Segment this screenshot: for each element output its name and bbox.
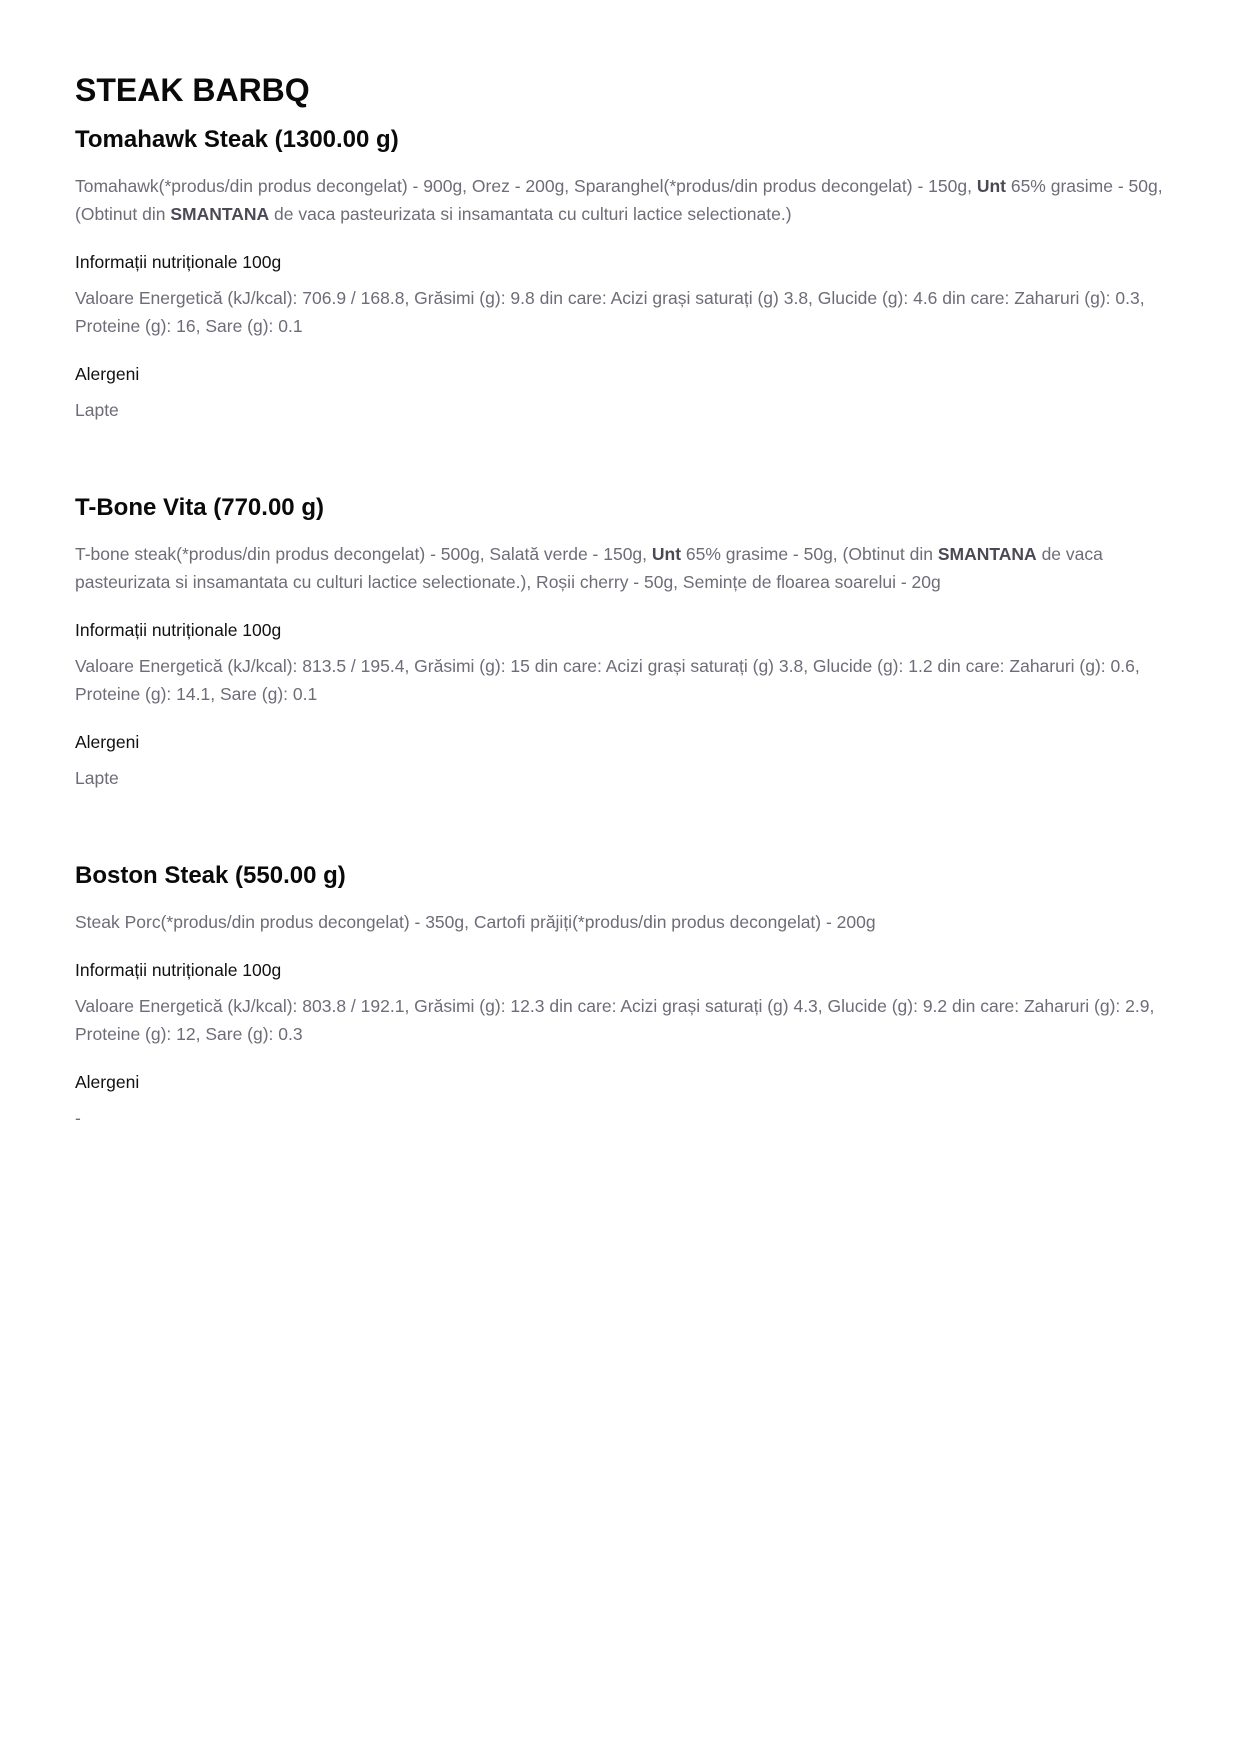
- nutrition-text: Valoare Energetică (kJ/kcal): 803.8 / 192.1, Grăsimi (g): 12.3 din care: Acizi grași saturați (g) 4.3, Glucide (g): 9.2 din care: Zaharuri (g): 2.9, Proteine (g): 12, Sare (g): 0.3: [75, 996, 1155, 1044]
- product-title: T-Bone Vita (770.00 g): [75, 494, 324, 521]
- product-title: Boston Steak (550.00 g): [75, 862, 346, 889]
- ingredients-part: Tomahawk(*produs/din produs decongelat) - 900g, Orez - 200g, Sparanghel(*produs/din produs decongelat) - 150g,: [75, 176, 977, 196]
- product-ingredients: [75, 540, 1165, 596]
- product-t-bone-vita: [75, 492, 1165, 792]
- allergens-text: Lapte: [75, 400, 119, 420]
- ingredients-part: de vaca pasteurizata si insamantata cu culturi lactice selectionate.), Roșii cherry - 50g, Semințe de floarea soarelui - 20g: [75, 544, 1103, 592]
- ingredients-part: T-bone steak(*produs/din produs decongelat) - 500g, Salată verde - 150g,: [75, 544, 652, 564]
- product-ingredients: [75, 172, 1165, 228]
- product-boston-steak: [75, 860, 1165, 1132]
- allergens-text: -: [75, 1108, 81, 1128]
- nutrition-label: Informații nutriționale 100g: [75, 960, 282, 980]
- ingredients-part-bold: Unt: [976, 176, 1006, 196]
- product-ingredients: [75, 908, 1165, 936]
- nutrition-label: Informații nutriționale 100g: [75, 620, 282, 640]
- allergens-label: Alergeni: [75, 364, 140, 384]
- nutrition-text: Valoare Energetică (kJ/kcal): 706.9 / 168.8, Grăsimi (g): 9.8 din care: Acizi grași saturați (g) 3.8, Glucide (g): 4.6 din care: Zaharuri (g): 0.3, Proteine (g): 16, Sare (g): 0.1: [75, 288, 1145, 336]
- nutrition-label: Informații nutriționale 100g: [75, 252, 282, 272]
- product-title: Tomahawk Steak (1300.00 g): [75, 126, 399, 153]
- allergens-label: Alergeni: [75, 732, 140, 752]
- category-title: STEAK BARBQ: [75, 72, 310, 108]
- ingredients-part: de vaca pasteurizata si insamantata cu culturi lactice selectionate.): [269, 204, 792, 224]
- ingredients-part-bold: SMANTANA: [170, 204, 270, 224]
- allergens-text: Lapte: [75, 768, 119, 788]
- allergens-label: Alergeni: [75, 1072, 140, 1092]
- ingredients-part-bold: SMANTANA: [937, 544, 1037, 564]
- menu-page: [75, 70, 1165, 1132]
- ingredients-part-bold: Unt: [651, 544, 682, 564]
- product-tomahawk-steak: [75, 124, 1165, 424]
- ingredients-part: 65% grasime - 50g, (Obtinut din: [681, 544, 938, 564]
- ingredients-part: Steak Porc(*produs/din produs decongelat) - 350g, Cartofi prăjiți(*produs/din produs decongelat) - 200g: [75, 912, 876, 932]
- nutrition-text: Valoare Energetică (kJ/kcal): 813.5 / 195.4, Grăsimi (g): 15 din care: Acizi grași saturați (g) 3.8, Glucide (g): 1.2 din care: Zaharuri (g): 0.6, Proteine (g): 14.1, Sare (g): 0.1: [75, 656, 1140, 704]
- ingredients-part: 65% grasime - 50g, (Obtinut din: [75, 176, 1163, 224]
